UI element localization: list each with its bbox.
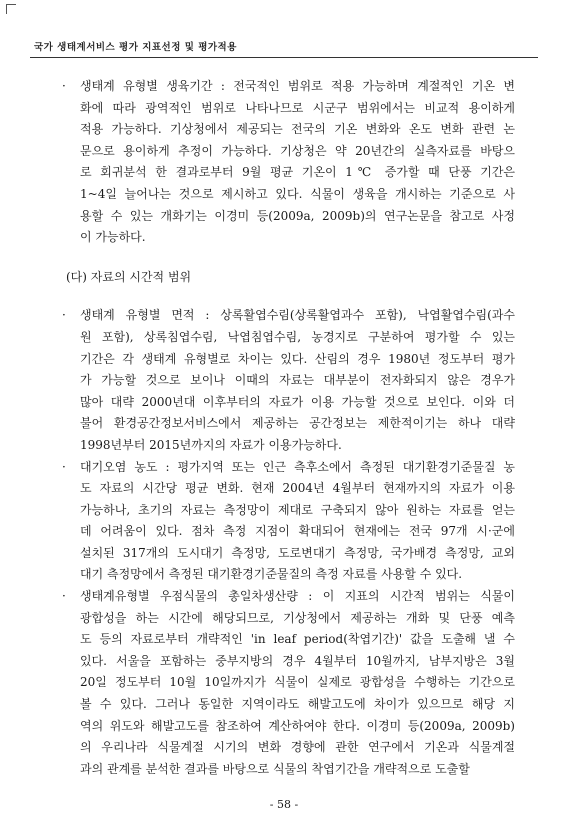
text-line: 가능하나, 초기의 자료는 측정망이 제대로 구축되지 않아 원하는 자료를 얻는 (80, 502, 515, 517)
bullet-text (80, 457, 515, 587)
bullet-text (80, 76, 515, 249)
running-header: 국가 생태계서비스 평가 지표선정 및 평가적용 (34, 42, 237, 53)
section-heading: (다) 자료의 시간적 범위 (66, 269, 192, 284)
text-line: 불어 환경공간정보서비스에서 제공하는 공간정보는 제한적이기는 하나 대략 (80, 416, 515, 431)
text-line: 20일 정도부터 10월 10일까지가 식물이 실제로 광합성을 수행하는 기간으로 (80, 675, 515, 690)
text-line: 역의 위도와 해발고도를 참조하여 계산하여야 한다. 이경미 등(2009a, 2009b) (80, 718, 515, 733)
bullet-list-bottom (60, 305, 515, 780)
bullet-item (60, 305, 515, 456)
text-line: 볼 수 있다. 그러나 동일한 지역이라도 해발고도에 차이가 있으므로 해당 지 (80, 697, 515, 712)
text-line: 과의 관계를 분석한 결과를 바탕으로 식물의 착엽기간을 개략적으로 도출할 (80, 761, 470, 776)
text-line: 생태계 유형별 면적 : 상록활엽수림(상록활엽과수 포함), 낙엽활엽수림(과수 (80, 308, 515, 323)
text-line: 설치된 317개의 도시대기 측정망, 도로변대기 측정망, 국가배경 측정망, 교외 (80, 545, 515, 560)
page-number: - 58 - (269, 798, 299, 811)
bullet-list-top (60, 76, 515, 249)
text-line: 원 포함), 상록침엽수림, 낙엽침엽수림, 농경지로 구분하여 평가할 수 있는 (80, 329, 515, 344)
text-line: 광합성을 하는 시간에 해당되므로, 기상청에서 제공하는 개화 및 단풍 예측 (80, 610, 515, 625)
text-line: 대기오염 농도 : 평가지역 또는 인근 측후소에서 측정된 대기환경기준물질 농 (80, 459, 515, 474)
text-line: 문으로 용이하게 추정이 가능하다. 기상청은 약 20년간의 실측자료를 바탕으 (80, 143, 515, 158)
text-line: 생태계유형별 우점식물의 총일차생산량 : 이 지표의 시간적 범위는 식물이 (80, 589, 515, 604)
text-line: 로 회귀분석 한 결과로부터 9월 평균 기온이 1℃ 증가할 때 단풍 기간은 (80, 165, 515, 180)
text-line: 가 가능할 것으로 보이나 이때의 자료는 대부분이 전자화되지 않은 경우가 (80, 373, 515, 388)
text-line: 화에 따라 광역적인 범위로 나타나므로 시군구 범위에서는 비교적 용이하게 (80, 100, 515, 115)
text-line: 생태계 유형별 생육기간 : 전국적인 범위로 적용 가능하며 계절적인 기온 변 (80, 79, 515, 93)
bullet-text (80, 305, 515, 456)
text-line: 1998년부터 2015년까지의 자료가 이용가능하다. (80, 437, 342, 452)
bullet-marker: · (62, 459, 66, 474)
text-line: 적용 가능하다. 기상청에서 제공되는 전국의 기온 변화와 온도 변화 관련 논 (80, 122, 515, 137)
bullet-text (80, 586, 515, 780)
text-line: 1~4일 늘어나는 것으로 제시하고 있다. 식물이 생육을 개시하는 기준으로 사 (80, 186, 515, 201)
text-line: 도 등의 자료로부터 개략적인 'in leaf period(착엽기간)' 값을 도출해 낼 수 (80, 632, 515, 647)
text-line: 이 가능하다. (80, 230, 146, 245)
bullet-marker: · (62, 79, 66, 93)
bullet-marker: · (62, 308, 66, 323)
bullet-item (60, 586, 515, 780)
header-rule (30, 57, 538, 58)
text-line: 데 어려움이 있다. 점차 측정 지점이 확대되어 현재에는 전국 97개 시·군에 (80, 524, 515, 539)
text-line: 기간은 각 생태계 유형별로 차이는 있다. 산림의 경우 1980년 정도부터 평가 (80, 351, 515, 366)
text-line: 대기 측정망에서 측정된 대기환경기준물질의 측정 자료를 사용할 수 있다. (80, 567, 463, 582)
text-line: 있다. 서울을 포함하는 중부지방의 경우 4월부터 10월까지, 남부지방은 3월 (80, 653, 515, 668)
bullet-item (60, 76, 515, 249)
body-text (60, 76, 515, 780)
bullet-marker: · (62, 589, 66, 604)
crop-mark (6, 4, 16, 14)
text-line: 의 우리나라 식물계절 시기의 변화 경향에 관한 연구에서 기온과 식물계절 (80, 740, 515, 755)
text-line: 많아 대략 2000년대 이후부터의 자료가 이용 가능할 것으로 보인다. 이와 더 (80, 394, 515, 409)
text-line: 용할 수 있는 개화기는 이경미 등(2009a, 2009b)의 연구논문을 참고로 사정 (80, 208, 515, 223)
bullet-item (60, 457, 515, 587)
text-line: 도 자료의 시간당 평균 변화. 현재 2004년 4월부터 현재까지의 자료가 이용 (80, 481, 515, 496)
